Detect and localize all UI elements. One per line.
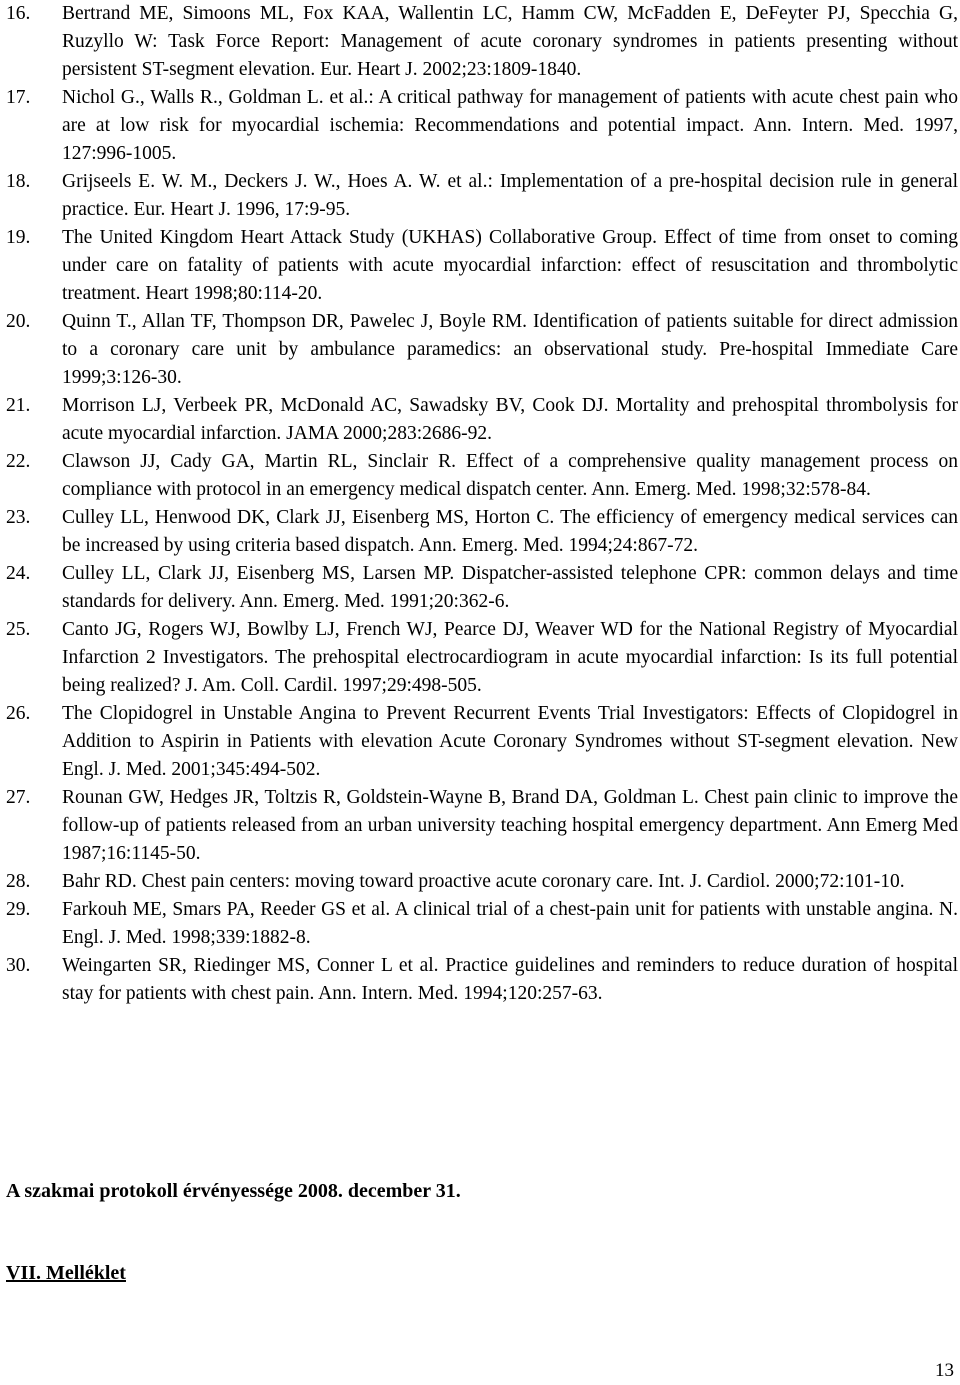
reference-number: 30. <box>6 955 31 976</box>
reference-text: Quinn T., Allan TF, Thompson DR, Pawelec J, Boyle RM. Identification of patients suitable for direct admission to a coronary care unit by ambulance paramedics: an observational study. Pre-hospital Immediate Care 1999;3:126-30. <box>62 311 958 388</box>
reference-number: 20. <box>6 311 31 332</box>
reference-text: Bertrand ME, Simoons ML, Fox KAA, Wallentin LC, Hamm CW, McFadden E, DeFeyter PJ, Specchia G, Ruzyllo W: Task Force Report: Management of acute coronary syndromes in patients presenting without persistent ST-segment elevation. Eur. Heart J. 2002;23:1809-1840. <box>62 3 958 80</box>
reference-item <box>6 700 958 784</box>
reference-item <box>6 616 958 700</box>
reference-number: 17. <box>6 87 31 108</box>
reference-number: 27. <box>6 787 31 808</box>
page-number: 13 <box>935 1360 954 1381</box>
reference-number: 23. <box>6 507 31 528</box>
reference-number: 24. <box>6 563 31 584</box>
reference-text: The United Kingdom Heart Attack Study (UKHAS) Collaborative Group. Effect of time from onset to coming under care on fatality of patients with acute myocardial infarction: effect of resuscitation and thrombolytic treatment. Heart 1998;80:114-20. <box>62 227 958 304</box>
reference-text: Culley LL, Henwood DK, Clark JJ, Eisenberg MS, Horton C. The efficiency of emergency medical services can be increased by using criteria based dispatch. Ann. Emerg. Med. 1994;24:867-72. <box>62 507 958 556</box>
appendix-heading: VII. Melléklet <box>6 1262 126 1284</box>
reference-item <box>6 224 958 308</box>
reference-text: Morrison LJ, Verbeek PR, McDonald AC, Sawadsky BV, Cook DJ. Mortality and prehospital thrombolysis for acute myocardial infarction. JAMA 2000;283:2686-92. <box>62 395 958 444</box>
reference-text: The Clopidogrel in Unstable Angina to Prevent Recurrent Events Trial Investigators: Effects of Clopidogrel in Addition to Aspirin in Patients with elevation Acute Coronary Syndromes without ST-segment elevation. New Engl. J. Med. 2001;345:494-502. <box>62 703 958 780</box>
reference-number: 18. <box>6 171 31 192</box>
reference-text: Weingarten SR, Riedinger MS, Conner L et al. Practice guidelines and reminders to reduce duration of hospital stay for patients with chest pain. Ann. Intern. Med. 1994;120:257-63. <box>62 955 958 1004</box>
reference-list <box>6 0 958 1008</box>
reference-number: 25. <box>6 619 31 640</box>
reference-text: Rounan GW, Hedges JR, Toltzis R, Goldstein-Wayne B, Brand DA, Goldman L. Chest pain clinic to improve the follow-up of patients released from an urban university teaching hospital emergency department. Ann Emerg Med 1987;16:1145-50. <box>62 787 958 864</box>
reference-text: Farkouh ME, Smars PA, Reeder GS et al. A clinical trial of a chest-pain unit for patients with unstable angina. N. Engl. J. Med. 1998;339:1882-8. <box>62 899 958 948</box>
reference-item <box>6 0 958 84</box>
protocol-validity-statement: A szakmai protokoll érvényessége 2008. december 31. <box>6 1180 461 1202</box>
reference-number: 22. <box>6 451 31 472</box>
reference-text: Culley LL, Clark JJ, Eisenberg MS, Larsen MP. Dispatcher-assisted telephone CPR: common delays and time standards for delivery. Ann. Emerg. Med. 1991;20:362-6. <box>62 563 958 612</box>
reference-item <box>6 392 958 448</box>
reference-item <box>6 952 958 1008</box>
reference-item <box>6 308 958 392</box>
reference-number: 26. <box>6 703 31 724</box>
reference-text: Bahr RD. Chest pain centers: moving toward proactive acute coronary care. Int. J. Cardiol. 2000;72:101-10. <box>62 871 905 892</box>
reference-item <box>6 84 958 168</box>
reference-number: 29. <box>6 899 31 920</box>
reference-number: 28. <box>6 871 31 892</box>
reference-text: Clawson JJ, Cady GA, Martin RL, Sinclair R. Effect of a comprehensive quality management process on compliance with protocol in an emergency medical dispatch center. Ann. Emerg. Med. 1998;32:578-84. <box>62 451 958 500</box>
reference-item <box>6 560 958 616</box>
reference-item <box>6 168 958 224</box>
reference-text: Canto JG, Rogers WJ, Bowlby LJ, French WJ, Pearce DJ, Weaver WD for the National Registry of Myocardial Infarction 2 Investigators. The prehospital electrocardiogram in acute myocardial infarction: Is its full potential being realized? J. Am. Coll. Cardil. 1997;29:498-505. <box>62 619 958 696</box>
reference-item <box>6 504 958 560</box>
reference-item <box>6 784 958 868</box>
reference-item <box>6 448 958 504</box>
reference-text: Grijseels E. W. M., Deckers J. W., Hoes A. W. et al.: Implementation of a pre-hospital decision rule in general practice. Eur. Heart J. 1996, 17:9-95. <box>62 171 958 220</box>
reference-item <box>6 868 958 896</box>
reference-number: 19. <box>6 227 31 248</box>
reference-item <box>6 896 958 952</box>
reference-number: 16. <box>6 3 31 24</box>
reference-text: Nichol G., Walls R., Goldman L. et al.: A critical pathway for management of patients with acute chest pain who are at low risk for myocardial ischemia: Recommendations and potential impact. Ann. Intern. Med. 1997, 127:996-1005. <box>62 87 958 164</box>
reference-number: 21. <box>6 395 31 416</box>
